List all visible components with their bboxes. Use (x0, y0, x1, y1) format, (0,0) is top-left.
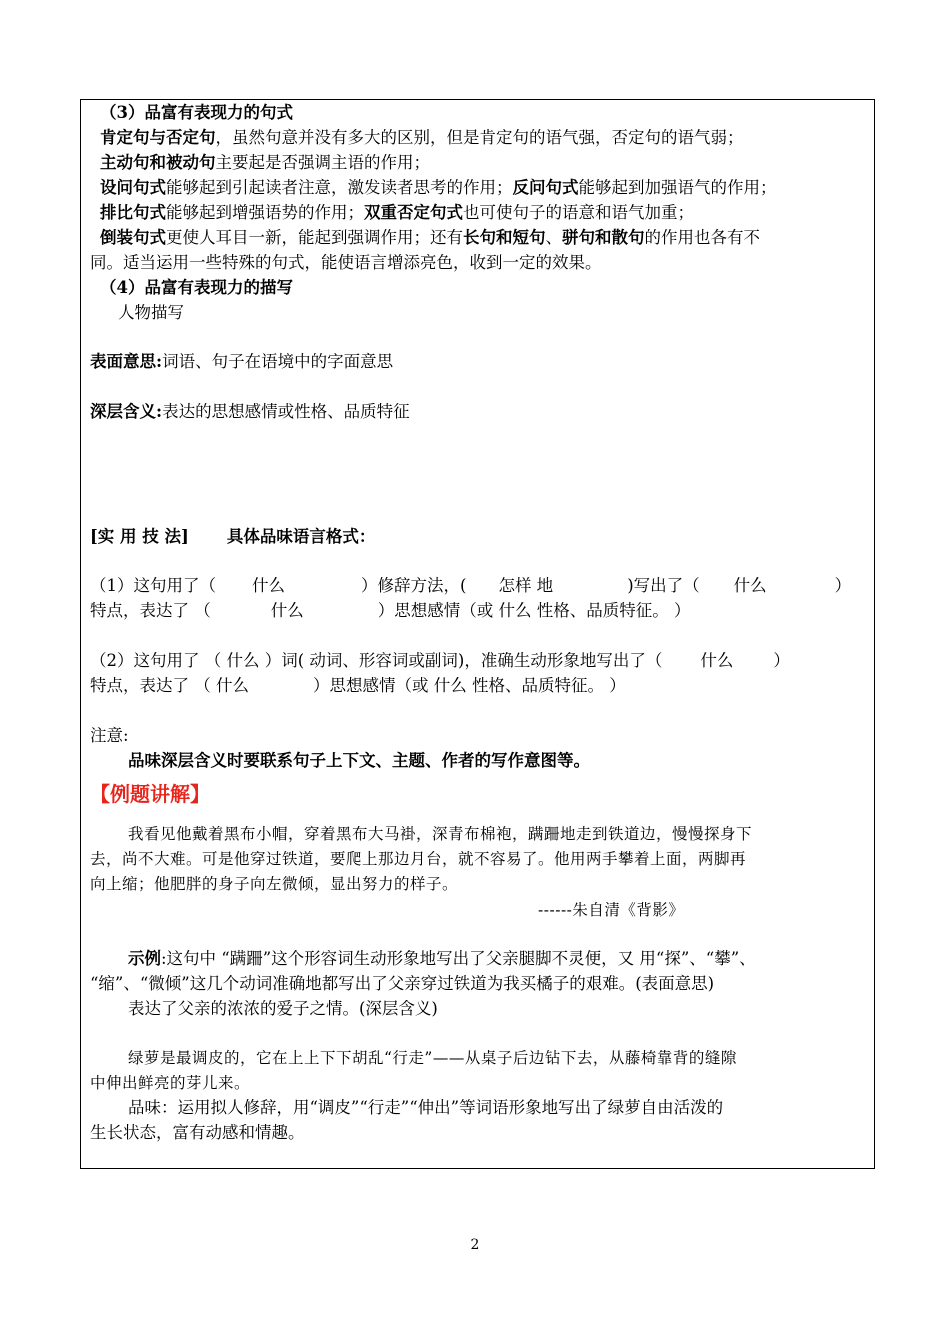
section3-line3: 设问句式能够起到引起读者注意，激发读者思考的作用；反问句式能够起到加强语气的作用； (100, 178, 777, 197)
analysis1-line3: 表达了父亲的浓浓的爱子之情。(深层含义) (128, 999, 438, 1018)
section3-line2: 主动句和被动句主要起是否强调主语的作用； (100, 153, 430, 172)
analysis2-line2: 生长状态，富有动感和情趣。 (90, 1123, 305, 1142)
passage2-line2: 中伸出鲜亮的芽儿来。 (90, 1074, 251, 1092)
format1-line2: 特点，表达了 （ 什么 ）思想感情（或 什么 性格、品质特征。 ） (90, 601, 691, 620)
deep-meaning: 深层含义:表达的思想感情或性格、品质特征 (90, 402, 410, 421)
section3-line6: 同。适当运用一些特殊的句式，能使语言增添亮色，收到一定的效果。 (90, 253, 602, 272)
section4-heading: （4）品富有表现力的描写 (100, 278, 293, 297)
section3-line5: 倒装句式更使人耳目一新，能起到强调作用；还有长句和短句、骈句和散句的作用也各有不 (100, 228, 760, 247)
format2-line1: （2）这句用了 （ 什么 ）词( 动词、形容词或副词)，准确生动形象地写出了（ 什么 ） (90, 651, 790, 670)
page-number: 2 (470, 1237, 480, 1253)
analysis1-line2: “缩”、“微倾”这几个动词准确地都写出了父亲穿过铁道为我买橘子的艰难。(表面意思) (90, 974, 715, 993)
analysis1-line1: 示例:这句中 “蹒跚”这个形容词生动形象地写出了父亲腿脚不灵便，又 用“探”、“攀”、 (128, 949, 756, 968)
note-label: 注意: (90, 726, 129, 745)
format1-line1: （1）这句用了（ 什么 ）修辞方法，( 怎样 地 )写出了（ 什么 ） (90, 576, 852, 595)
analysis2-line1: 品味：运用拟人修辞，用“调皮”“行走”“伸出”等词语形象地写出了绿萝自由活泼的 (128, 1098, 724, 1117)
example-heading: 【例题讲解】 (90, 782, 210, 806)
format2-line2: 特点，表达了 （ 什么 ）思想感情（或 什么 性格、品质特征。 ） (90, 676, 626, 695)
section3-line4: 排比句式能够起到增强语势的作用；双重否定句式也可使句子的语意和语气加重； (100, 203, 694, 222)
surface-meaning: 表面意思:词语、句子在语境中的字面意思 (90, 352, 394, 371)
skill-line: [实 用 技 法] 具体品味语言格式： (90, 527, 376, 546)
passage1-line3: 向上缩；他肥胖的身子向左微倾，显出努力的样子。 (90, 875, 459, 893)
section3-heading: （3）品富有表现力的句式 (100, 103, 293, 122)
passage2-line1: 绿萝是最调皮的，它在上上下下胡乱“行走”——从桌子后边钻下去，从藤椅靠背的缝隙 (128, 1049, 737, 1067)
section3-line1: 肯定句与否定句，虽然句意并没有多大的区别，但是肯定句的语气强，否定句的语气弱； (100, 128, 744, 147)
passage1-line1: 我看见他戴着黑布小帽，穿着黑布大马褂，深青布棉袍，蹒跚地走到铁道边，慢慢探身下 (128, 825, 753, 843)
section4-sub: 人物描写 (118, 303, 184, 322)
note-text: 品味深层含义时要联系句子上下文、主题、作者的写作意图等。 (128, 751, 590, 770)
passage1-source: ------朱自清《背影》 (538, 901, 685, 919)
passage1-line2: 去，尚不大难。可是他穿过铁道，要爬上那边月台，就不容易了。他用两手攀着上面，两脚再 (90, 850, 747, 868)
